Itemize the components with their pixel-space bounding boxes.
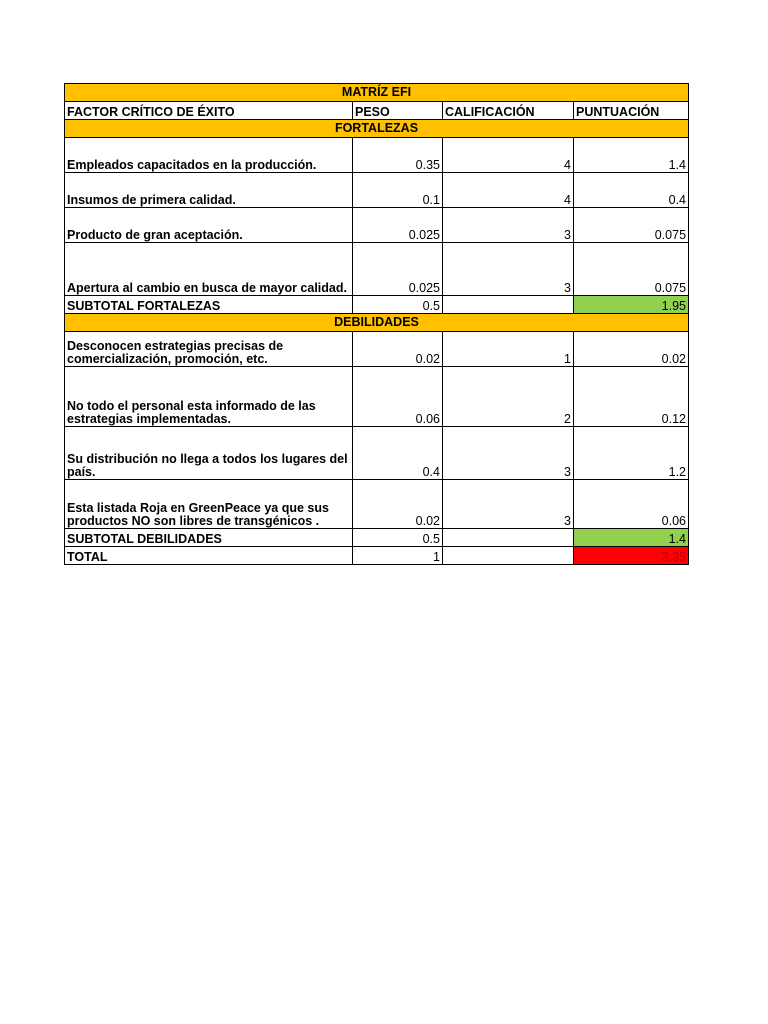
subtotal-label: SUBTOTAL FORTALEZAS [65, 296, 353, 314]
puntuacion-cell: 0.075 [574, 208, 689, 243]
calificacion-cell: 1 [443, 332, 574, 367]
section-row-fortalezas [65, 120, 689, 138]
total-calificacion-empty [443, 547, 574, 565]
total-peso: 1 [353, 547, 443, 565]
section-label-debilidades: DEBILIDADES [65, 314, 689, 332]
subtotal-calificacion-empty [443, 529, 574, 547]
section-row-debilidades [65, 314, 689, 332]
factor-cell: No todo el personal esta informado de las estrategias implementadas. [65, 367, 353, 427]
total-puntuacion: 3.35 [574, 547, 689, 565]
factor-cell: Insumos de primera calidad. [65, 173, 353, 208]
factor-cell: Apertura al cambio en busca de mayor calidad. [65, 243, 353, 296]
puntuacion-cell: 0.02 [574, 332, 689, 367]
subtotal-peso: 0.5 [353, 296, 443, 314]
subtotal-row-debilidades [65, 529, 689, 547]
puntuacion-cell: 0.4 [574, 173, 689, 208]
peso-cell: 0.02 [353, 480, 443, 529]
peso-cell: 0.1 [353, 173, 443, 208]
puntuacion-cell: 1.4 [574, 138, 689, 173]
total-label: TOTAL [65, 547, 353, 565]
calificacion-cell: 3 [443, 480, 574, 529]
calificacion-cell: 3 [443, 243, 574, 296]
calificacion-cell: 3 [443, 427, 574, 480]
header-factor: FACTOR CRÍTICO DE ÉXITO [65, 102, 353, 120]
table-row [65, 367, 689, 427]
table-row [65, 138, 689, 173]
subtotal-calificacion-empty [443, 296, 574, 314]
peso-cell: 0.025 [353, 243, 443, 296]
section-label-fortalezas: FORTALEZAS [65, 120, 689, 138]
matrix-title: MATRÍZ EFI [65, 84, 689, 102]
subtotal-puntuacion: 1.4 [574, 529, 689, 547]
factor-cell: Su distribución no llega a todos los lugares del país. [65, 427, 353, 480]
table-row [65, 480, 689, 529]
peso-cell: 0.35 [353, 138, 443, 173]
factor-cell: Desconocen estrategias precisas de comercialización, promoción, etc. [65, 332, 353, 367]
peso-cell: 0.02 [353, 332, 443, 367]
header-puntuacion: PUNTUACIÓN [574, 102, 689, 120]
table-row [65, 332, 689, 367]
table-row [65, 208, 689, 243]
table-row [65, 427, 689, 480]
factor-cell: Producto de gran aceptación. [65, 208, 353, 243]
calificacion-cell: 4 [443, 138, 574, 173]
header-calificacion: CALIFICACIÓN [443, 102, 574, 120]
subtotal-puntuacion: 1.95 [574, 296, 689, 314]
peso-cell: 0.025 [353, 208, 443, 243]
puntuacion-cell: 0.06 [574, 480, 689, 529]
peso-cell: 0.06 [353, 367, 443, 427]
puntuacion-cell: 0.075 [574, 243, 689, 296]
title-row [65, 84, 689, 102]
peso-cell: 0.4 [353, 427, 443, 480]
factor-cell: Esta listada Roja en GreenPeace ya que sus productos NO son libres de transgénicos . [65, 480, 353, 529]
table-row [65, 173, 689, 208]
calificacion-cell: 3 [443, 208, 574, 243]
puntuacion-cell: 1.2 [574, 427, 689, 480]
header-peso: PESO [353, 102, 443, 120]
subtotal-row-fortalezas [65, 296, 689, 314]
efi-matrix-table [64, 83, 689, 565]
table-row [65, 243, 689, 296]
total-row [65, 547, 689, 565]
puntuacion-cell: 0.12 [574, 367, 689, 427]
calificacion-cell: 2 [443, 367, 574, 427]
header-row [65, 102, 689, 120]
subtotal-peso: 0.5 [353, 529, 443, 547]
subtotal-label: SUBTOTAL DEBILIDADES [65, 529, 353, 547]
calificacion-cell: 4 [443, 173, 574, 208]
factor-cell: Empleados capacitados en la producción. [65, 138, 353, 173]
